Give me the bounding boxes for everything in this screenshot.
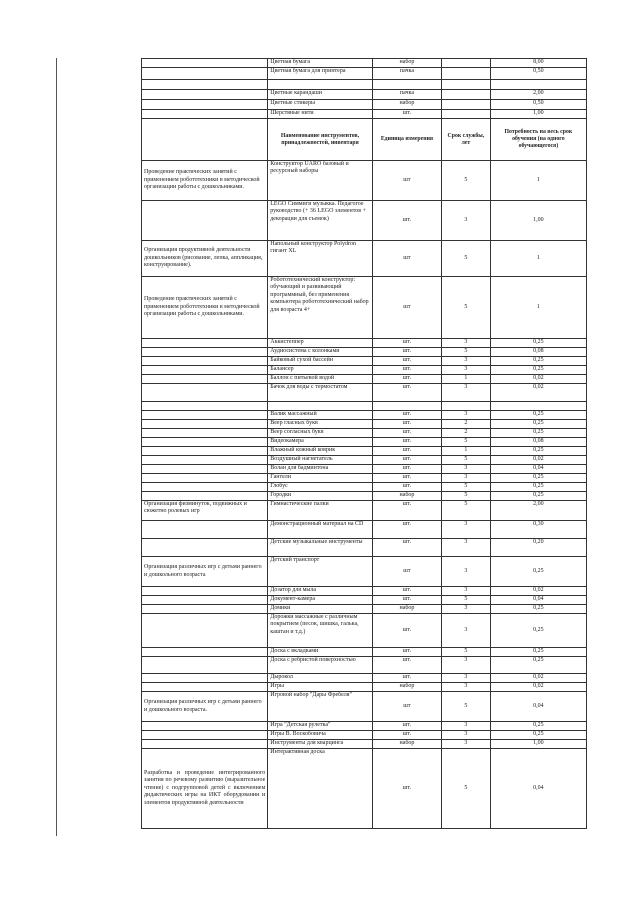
item-name-cell: Волан для бадминтона: [268, 465, 373, 474]
unit-cell: шт: [372, 557, 441, 587]
service-life-cell: [442, 59, 491, 68]
activity-cell: [142, 521, 268, 539]
table-header-row: [142, 119, 587, 161]
item-name-cell: Городки: [268, 492, 373, 501]
requirement-cell: 0,25: [490, 474, 586, 483]
item-name-cell: Интерактивная доска: [268, 749, 373, 829]
service-life-cell: [442, 402, 491, 411]
table-row: [142, 614, 587, 648]
requirement-cell: 0,50: [490, 68, 586, 80]
requirement-cell: 0,02: [490, 375, 586, 384]
requirement-cell: 0,04: [490, 465, 586, 474]
activity-cell: Разработка и проведение интегрированного занятия по речевому развитию (выразительное чтение) с подгрупповой детей с включением дидактических игры на ИКТ оборудовании и элементов продуктивной деятельности: [142, 749, 268, 829]
item-name-cell: Доска с ребристой поверхностью: [268, 657, 373, 674]
activity-cell: [142, 483, 268, 492]
table-row: [142, 68, 587, 80]
table-row: [142, 90, 587, 100]
unit-cell: шт.: [372, 339, 441, 348]
activity-cell: [142, 605, 268, 614]
table-row: [142, 456, 587, 465]
table-row: [142, 692, 587, 722]
requirement-cell: 0,25: [490, 657, 586, 674]
service-life-cell: [442, 100, 491, 110]
service-life-cell: 5: [442, 501, 491, 521]
activity-cell: Проведение практических занятий с применением робототехники в методической организации работы с дошкольниками.: [142, 161, 268, 201]
activity-cell: [142, 731, 268, 740]
table-row: [142, 357, 587, 366]
item-name-cell: Наименование инструментов, принадлежностей, инвентаря: [268, 119, 373, 161]
requirement-cell: 1,00: [490, 740, 586, 749]
item-name-cell: Аудиосистема с колонками: [268, 348, 373, 357]
table-row: [142, 100, 587, 110]
service-life-cell: 3: [442, 674, 491, 683]
requirement-cell: 0,25: [490, 722, 586, 731]
unit-cell: набор: [372, 100, 441, 110]
unit-cell: шт.: [372, 596, 441, 605]
service-life-cell: 1: [442, 447, 491, 456]
service-life-cell: 3: [442, 521, 491, 539]
unit-cell: шт.: [372, 420, 441, 429]
service-life-cell: 3: [442, 357, 491, 366]
unit-cell: пачка: [372, 68, 441, 80]
requirement-cell: 0,25: [490, 366, 586, 375]
table-row: [142, 80, 587, 90]
unit-cell: шт.: [372, 731, 441, 740]
unit-cell: шт.: [372, 539, 441, 557]
requirement-cell: 0,04: [490, 596, 586, 605]
activity-cell: Проведение практических занятий с применением робототехники в методической организации работы с дошкольниками.: [142, 277, 268, 339]
service-life-cell: [442, 80, 491, 90]
item-name-cell: Шерстяные нити: [268, 110, 373, 119]
unit-cell: Единица измерения: [372, 119, 441, 161]
unit-cell: шт.: [372, 657, 441, 674]
table-row: [142, 465, 587, 474]
item-name-cell: LEGO Симмиги музыкка. Педагогое руководство (+ 36 LEGO элементов + декорации для съемок): [268, 201, 373, 241]
table-row: [142, 483, 587, 492]
activity-cell: [142, 59, 268, 68]
unit-cell: шт.: [372, 348, 441, 357]
service-life-cell: 3: [442, 384, 491, 402]
item-name-cell: Цветные стикеры: [268, 100, 373, 110]
activity-cell: [142, 366, 268, 375]
unit-cell: шт.: [372, 438, 441, 447]
requirement-cell: 0,25: [490, 614, 586, 648]
service-life-cell: 5: [442, 492, 491, 501]
service-life-cell: 3: [442, 411, 491, 420]
service-life-cell: 3: [442, 740, 491, 749]
item-name-cell: Документ-камера: [268, 596, 373, 605]
table-row: [142, 438, 587, 447]
activity-cell: [142, 110, 268, 119]
item-name-cell: Игра "Детская рулетка": [268, 722, 373, 731]
item-name-cell: Гимнастические палки: [268, 501, 373, 521]
item-name-cell: Валик массажный: [268, 411, 373, 420]
table-row: [142, 375, 587, 384]
requirement-cell: 0,02: [490, 456, 586, 465]
requirement-cell: 0,20: [490, 539, 586, 557]
requirement-cell: 1: [490, 277, 586, 339]
equipment-table: [141, 58, 587, 829]
requirement-cell: 0,02: [490, 587, 586, 596]
table-row: [142, 501, 587, 521]
service-life-cell: 3: [442, 539, 491, 557]
activity-cell: [142, 456, 268, 465]
requirement-cell: 0,30: [490, 521, 586, 539]
activity-cell: [142, 119, 268, 161]
activity-cell: [142, 657, 268, 674]
item-name-cell: Балансер: [268, 366, 373, 375]
item-name-cell: Детский транспорт: [268, 557, 373, 587]
requirement-cell: 0,25: [490, 339, 586, 348]
table-row: [142, 657, 587, 674]
page-margin-line: [56, 58, 57, 836]
table-row: [142, 348, 587, 357]
item-name-cell: Бачок для воды с термостатом: [268, 384, 373, 402]
unit-cell: шт.: [372, 110, 441, 119]
activity-cell: [142, 100, 268, 110]
unit-cell: шт.: [372, 474, 441, 483]
unit-cell: набор: [372, 605, 441, 614]
requirement-cell: 0,25: [490, 411, 586, 420]
activity-cell: [142, 384, 268, 402]
unit-cell: шт.: [372, 465, 441, 474]
unit-cell: шт: [372, 277, 441, 339]
activity-cell: [142, 722, 268, 731]
unit-cell: шт.: [372, 674, 441, 683]
activity-cell: Организация различных игр с детьми раннего и дошкольного возраста: [142, 557, 268, 587]
activity-cell: [142, 614, 268, 648]
item-name-cell: Дырокол: [268, 674, 373, 683]
unit-cell: набор: [372, 492, 441, 501]
requirement-cell: 0,02: [490, 384, 586, 402]
activity-cell: [142, 68, 268, 80]
unit-cell: шт.: [372, 411, 441, 420]
requirement-cell: 1,00: [490, 110, 586, 119]
unit-cell: набор: [372, 59, 441, 68]
activity-cell: [142, 648, 268, 657]
service-life-cell: [442, 68, 491, 80]
unit-cell: набор: [372, 683, 441, 692]
table-row: [142, 241, 587, 277]
activity-cell: [142, 438, 268, 447]
activity-cell: [142, 674, 268, 683]
table-row: [142, 539, 587, 557]
requirement-cell: 0,25: [490, 357, 586, 366]
activity-cell: [142, 348, 268, 357]
item-name-cell: Напольный конструктор Polydron гигант XL: [268, 241, 373, 277]
activity-cell: [142, 587, 268, 596]
activity-cell: [142, 80, 268, 90]
unit-cell: шт.: [372, 447, 441, 456]
requirement-cell: 0,25: [490, 605, 586, 614]
service-life-cell: 3: [442, 201, 491, 241]
table-row: [142, 447, 587, 456]
table-row: [142, 201, 587, 241]
unit-cell: набор: [372, 740, 441, 749]
service-life-cell: 3: [442, 474, 491, 483]
service-life-cell: 5: [442, 456, 491, 465]
table-row: [142, 521, 587, 539]
item-name-cell: Баллон с питьевой водой: [268, 375, 373, 384]
item-name-cell: Инструменты для кварцинга: [268, 740, 373, 749]
item-name-cell: Дозатор для мыла: [268, 587, 373, 596]
activity-cell: [142, 492, 268, 501]
activity-cell: [142, 683, 268, 692]
table-row: [142, 648, 587, 657]
table-row: [142, 402, 587, 411]
item-name-cell: Цветная бумага: [268, 59, 373, 68]
requirement-cell: 0,25: [490, 557, 586, 587]
service-life-cell: 3: [442, 657, 491, 674]
service-life-cell: 5: [442, 596, 491, 605]
item-name-cell: [268, 402, 373, 411]
service-life-cell: 2: [442, 429, 491, 438]
table-row: [142, 420, 587, 429]
item-name-cell: Игровой набор "Дары Фребеля": [268, 692, 373, 722]
service-life-cell: [442, 110, 491, 119]
item-name-cell: [268, 80, 373, 90]
item-name-cell: Демонстрационный материал на CD: [268, 521, 373, 539]
service-life-cell: 3: [442, 339, 491, 348]
service-life-cell: 5: [442, 692, 491, 722]
service-life-cell: 3: [442, 683, 491, 692]
unit-cell: шт: [372, 692, 441, 722]
item-name-cell: Робототехнический конструктор: обучающий и развивающий программный, без применения компьютера робототехнический набор для возраста 4+: [268, 277, 373, 339]
activity-cell: [142, 429, 268, 438]
unit-cell: шт.: [372, 357, 441, 366]
activity-cell: [142, 474, 268, 483]
service-life-cell: 3: [442, 614, 491, 648]
requirement-cell: 0,04: [490, 749, 586, 829]
item-name-cell: Дорожки массажные с различным покрытием (песок, шишка, галька, каштан и т.д.): [268, 614, 373, 648]
requirement-cell: 0,25: [490, 648, 586, 657]
unit-cell: [372, 80, 441, 90]
service-life-cell: 5: [442, 161, 491, 201]
service-life-cell: 3: [442, 465, 491, 474]
service-life-cell: 5: [442, 241, 491, 277]
activity-cell: [142, 411, 268, 420]
requirement-cell: 0,25: [490, 429, 586, 438]
table-row: [142, 161, 587, 201]
table-row: [142, 731, 587, 740]
activity-cell: [142, 596, 268, 605]
activity-cell: [142, 201, 268, 241]
requirement-cell: 0,25: [490, 483, 586, 492]
item-name-cell: Конструктор UARO базовый и ресурсный наборы: [268, 161, 373, 201]
unit-cell: шт.: [372, 521, 441, 539]
table-row: [142, 429, 587, 438]
activity-cell: [142, 539, 268, 557]
unit-cell: шт.: [372, 483, 441, 492]
activity-cell: Организация физминуток, подвижных и сюжетно ролевых игр: [142, 501, 268, 521]
requirement-cell: 2,00: [490, 501, 586, 521]
item-name-cell: Видеокамера: [268, 438, 373, 447]
table-row: [142, 474, 587, 483]
requirement-cell: 1,00: [490, 201, 586, 241]
table-row: [142, 740, 587, 749]
unit-cell: шт.: [372, 384, 441, 402]
requirement-cell: 0,08: [490, 348, 586, 357]
requirement-cell: 0,25: [490, 492, 586, 501]
requirement-cell: 0,02: [490, 674, 586, 683]
requirement-cell: 0,25: [490, 731, 586, 740]
item-name-cell: Аккистеппер: [268, 339, 373, 348]
table-row: [142, 596, 587, 605]
unit-cell: шт.: [372, 366, 441, 375]
unit-cell: шт.: [372, 587, 441, 596]
activity-cell: [142, 375, 268, 384]
service-life-cell: 3: [442, 366, 491, 375]
item-name-cell: Веер согласных букв: [268, 429, 373, 438]
item-name-cell: Воздушный нагнетатель: [268, 456, 373, 465]
unit-cell: шт.: [372, 429, 441, 438]
item-name-cell: Гантели: [268, 474, 373, 483]
activity-cell: [142, 402, 268, 411]
activity-cell: [142, 90, 268, 100]
table-row: [142, 277, 587, 339]
table-row: [142, 557, 587, 587]
item-name-cell: Детские музыкальные инструменты: [268, 539, 373, 557]
table-row: [142, 110, 587, 119]
item-name-cell: Влажный кожный коврик: [268, 447, 373, 456]
unit-cell: шт: [372, 161, 441, 201]
requirement-cell: [490, 80, 586, 90]
table-row: [142, 366, 587, 375]
service-life-cell: 5: [442, 648, 491, 657]
table-row: [142, 384, 587, 402]
activity-cell: Организация продуктивной деятельности дошкольников (рисование, лепка, аппликация, конструирование).: [142, 241, 268, 277]
unit-cell: шт.: [372, 614, 441, 648]
service-life-cell: 5: [442, 749, 491, 829]
activity-cell: [142, 339, 268, 348]
service-life-cell: [442, 90, 491, 100]
table-row: [142, 749, 587, 829]
requirement-cell: 2,00: [490, 90, 586, 100]
service-life-cell: 5: [442, 277, 491, 339]
service-life-cell: 5: [442, 438, 491, 447]
table-row: [142, 674, 587, 683]
activity-cell: [142, 357, 268, 366]
item-name-cell: Игры: [268, 683, 373, 692]
requirement-cell: 0,04: [490, 692, 586, 722]
table-row: [142, 411, 587, 420]
requirement-cell: 0,50: [490, 100, 586, 110]
item-name-cell: Глобус: [268, 483, 373, 492]
table-row: [142, 605, 587, 614]
item-name-cell: Веер гласных букв: [268, 420, 373, 429]
item-name-cell: Игры В. Воскобовича: [268, 731, 373, 740]
activity-cell: [142, 465, 268, 474]
service-life-cell: 3: [442, 587, 491, 596]
activity-cell: [142, 740, 268, 749]
unit-cell: шт: [372, 241, 441, 277]
service-life-cell: 5: [442, 483, 491, 492]
requirement-cell: 0,08: [490, 438, 586, 447]
requirement-cell: Потребность на весь срок обучения (на одного обучающегося): [490, 119, 586, 161]
item-name-cell: Доска с вкладками: [268, 648, 373, 657]
item-name-cell: Цветная бумага для принтера: [268, 68, 373, 80]
unit-cell: шт.: [372, 375, 441, 384]
requirement-cell: 8,00: [490, 59, 586, 68]
requirement-cell: 0,25: [490, 420, 586, 429]
item-name-cell: Байковый сухой бассейн: [268, 357, 373, 366]
service-life-cell: 3: [442, 722, 491, 731]
unit-cell: [372, 402, 441, 411]
service-life-cell: 2: [442, 420, 491, 429]
table-row: [142, 492, 587, 501]
unit-cell: шт.: [372, 722, 441, 731]
service-life-cell: 3: [442, 731, 491, 740]
item-name-cell: Цветные карандаши: [268, 90, 373, 100]
activity-cell: Организация различных игр с детьми раннего и дошкольного возраста.: [142, 692, 268, 722]
service-life-cell: Срок службы, лет: [442, 119, 491, 161]
service-life-cell: 3: [442, 605, 491, 614]
table-row: [142, 587, 587, 596]
activity-cell: [142, 420, 268, 429]
unit-cell: шт.: [372, 201, 441, 241]
unit-cell: пачка: [372, 90, 441, 100]
item-name-cell: Домики: [268, 605, 373, 614]
table-row: [142, 722, 587, 731]
unit-cell: шт.: [372, 749, 441, 829]
table-row: [142, 339, 587, 348]
requirement-cell: 1: [490, 241, 586, 277]
service-life-cell: 1: [442, 375, 491, 384]
requirement-cell: [490, 402, 586, 411]
requirement-cell: 0,02: [490, 683, 586, 692]
service-life-cell: 5: [442, 348, 491, 357]
unit-cell: шт.: [372, 501, 441, 521]
table-row: [142, 683, 587, 692]
unit-cell: шт.: [372, 456, 441, 465]
unit-cell: шт.: [372, 648, 441, 657]
service-life-cell: 3: [442, 557, 491, 587]
requirement-cell: 0,25: [490, 447, 586, 456]
table-row: [142, 59, 587, 68]
activity-cell: [142, 447, 268, 456]
requirement-cell: 1: [490, 161, 586, 201]
